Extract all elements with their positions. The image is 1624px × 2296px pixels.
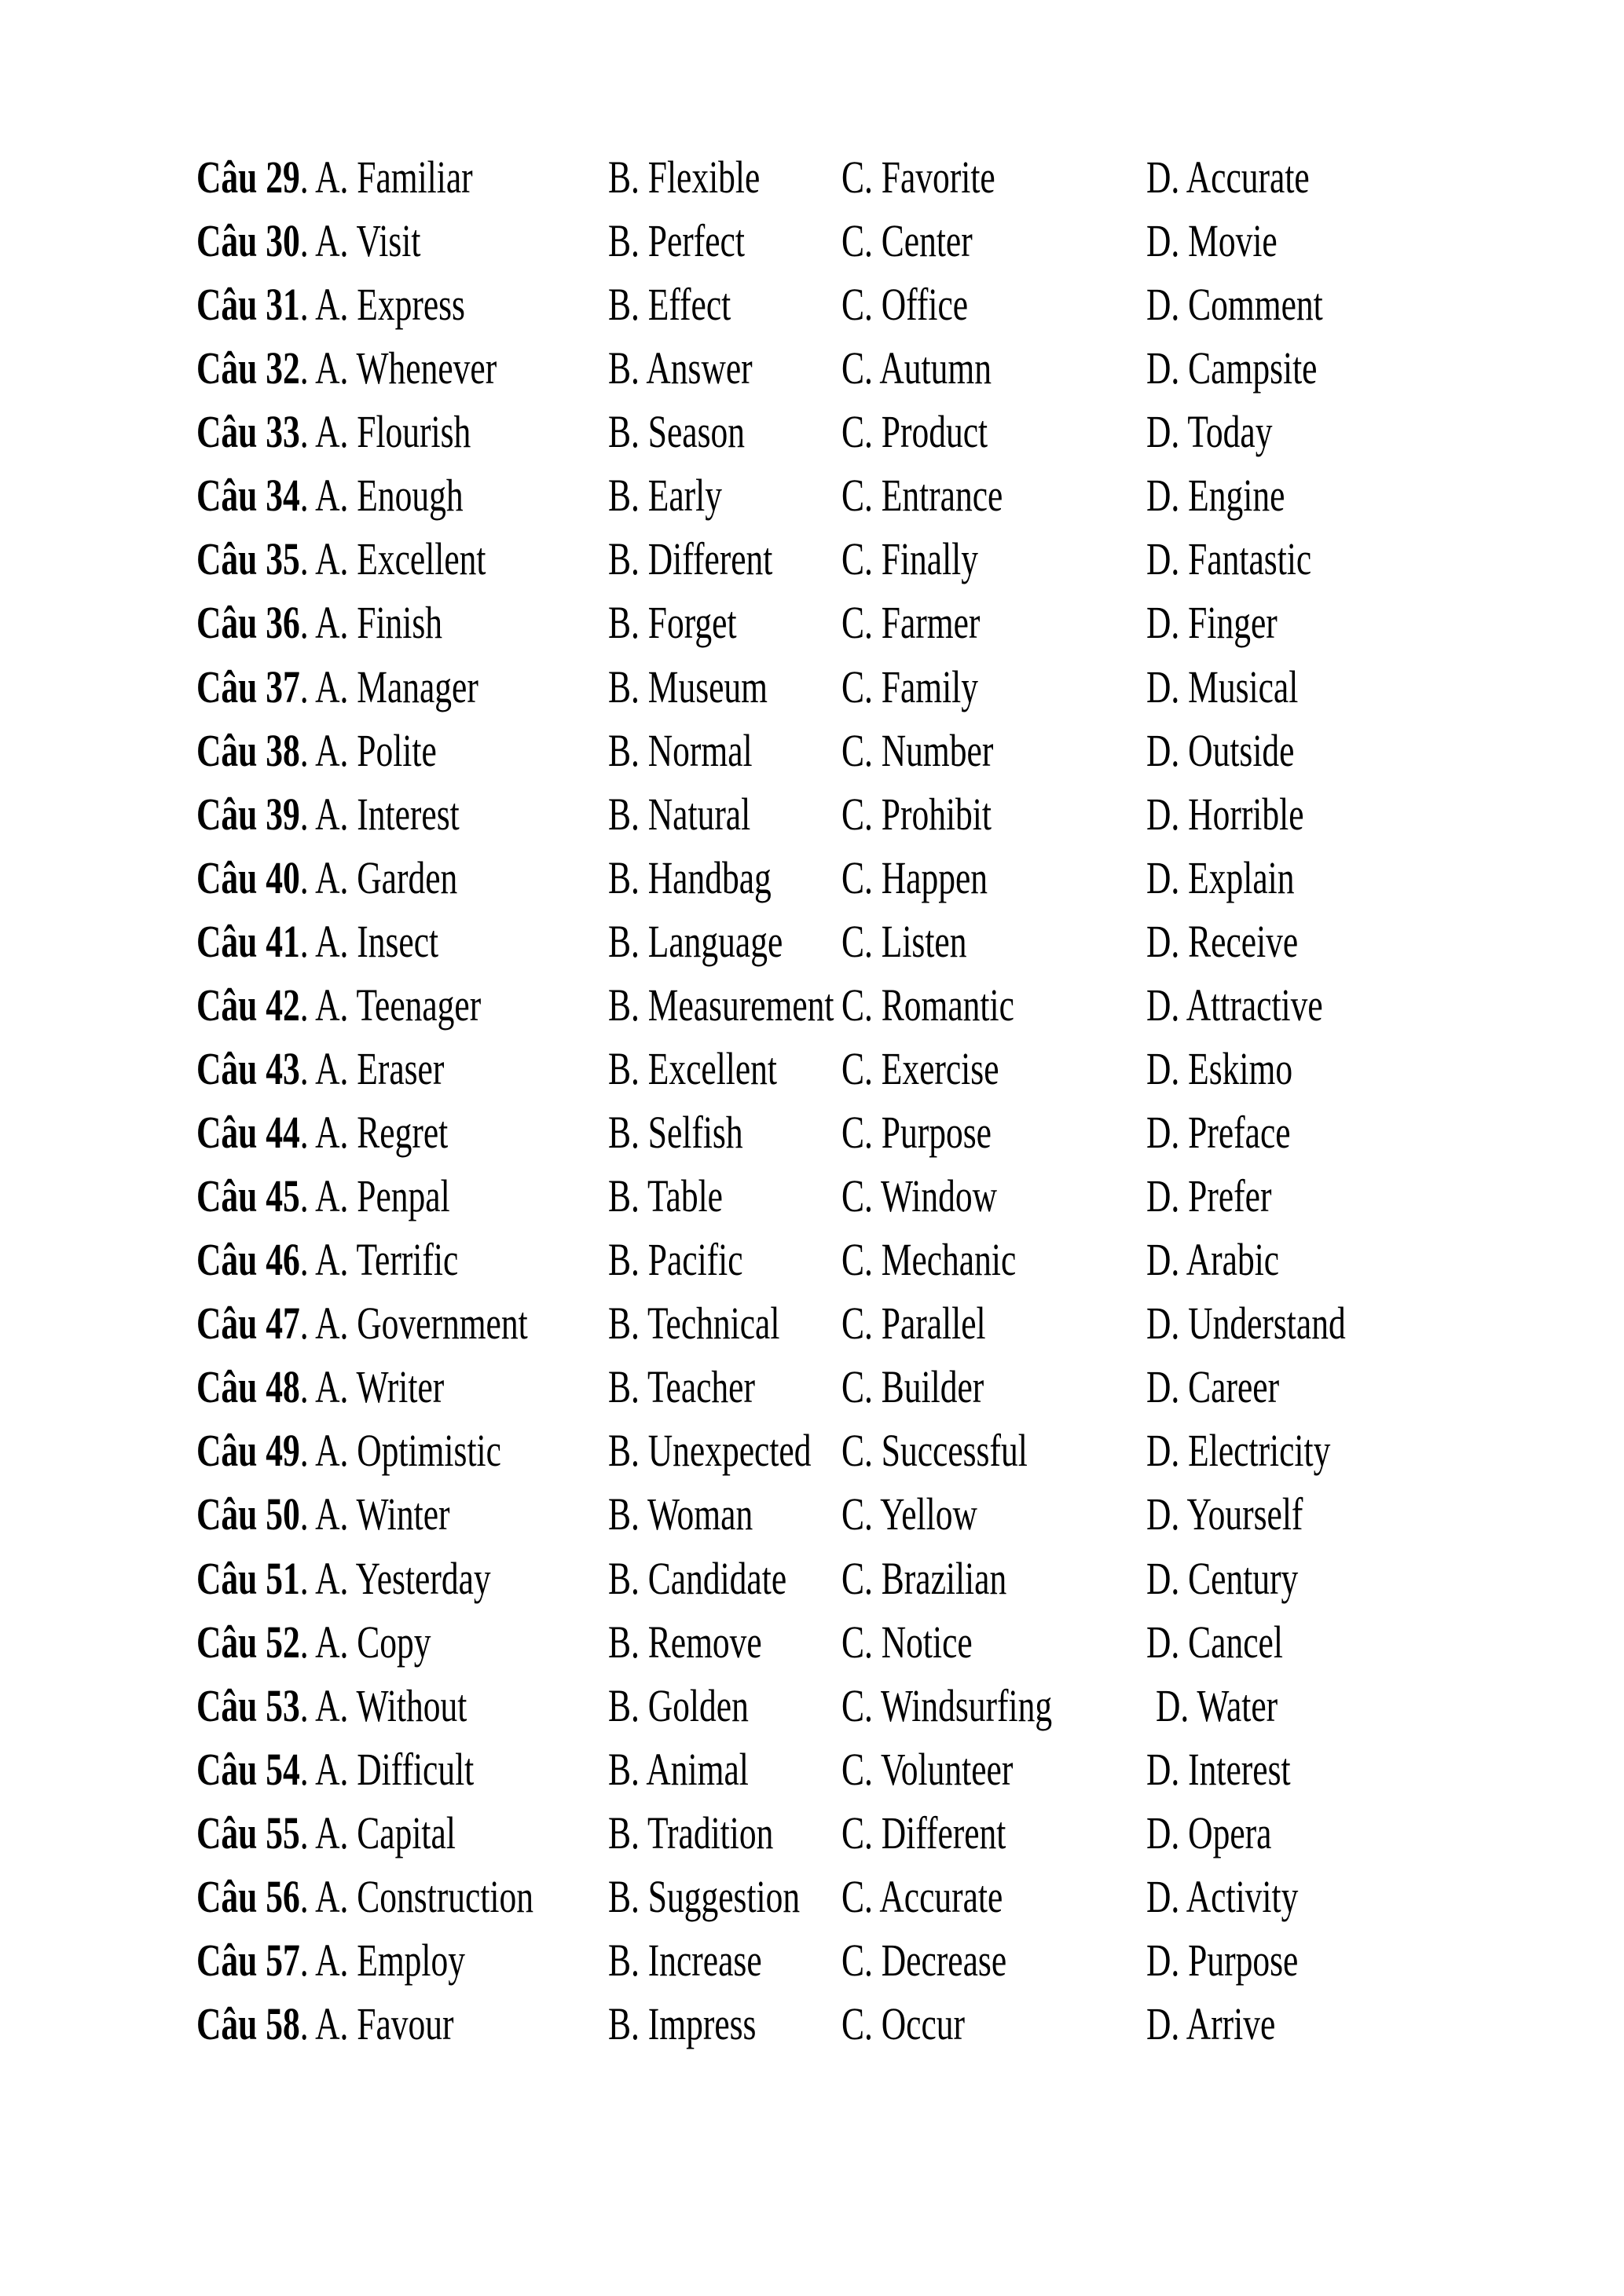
option-b: B. Normal [608, 724, 753, 776]
option-a-text: A. Winter [315, 1489, 450, 1540]
question-label: Câu 32 [196, 342, 300, 394]
question-label: Câu 44 [196, 1107, 300, 1159]
option-a [196, 1355, 444, 1419]
option-b: B. Impress [608, 1998, 757, 2050]
option-c: C. Number [841, 724, 994, 776]
option-b: B. Golden [608, 1679, 749, 1731]
option-a [196, 400, 471, 463]
option-a [196, 910, 438, 973]
option-c: C. Accurate [841, 1870, 1003, 1922]
separator: . [299, 1170, 316, 1222]
option-b: B. Selfish [608, 1107, 743, 1159]
separator: . [299, 406, 316, 458]
option-a-text: A. Enough [315, 470, 464, 522]
question-row [0, 336, 1624, 400]
question-label: Câu 58 [196, 1998, 300, 2050]
option-a [196, 1992, 454, 2056]
question-row [0, 1164, 1624, 1228]
option-c: C. Center [841, 215, 973, 267]
option-a [196, 1482, 450, 1546]
question-label: Câu 51 [196, 1552, 300, 1604]
option-a-text: A. Regret [315, 1107, 449, 1159]
option-b: B. Woman [608, 1489, 753, 1540]
option-c: C. Finally [841, 533, 979, 585]
option-d: D. Explain [1146, 851, 1295, 903]
option-a [196, 1801, 456, 1865]
option-d: D. Campsite [1146, 342, 1318, 394]
option-d: D. Outside [1146, 724, 1295, 776]
option-d: D. Water [1156, 1679, 1278, 1731]
question-row [0, 1037, 1624, 1100]
separator: . [299, 1743, 316, 1795]
option-d: D. Horrible [1146, 788, 1304, 840]
option-d: D. Fantastic [1146, 533, 1312, 585]
option-a [196, 145, 473, 209]
option-b: B. Increase [608, 1934, 762, 1986]
option-d: D. Engine [1146, 470, 1285, 522]
option-a-text: A. Favour [315, 1998, 454, 2050]
option-a [196, 1037, 444, 1100]
option-a [196, 1228, 458, 1291]
option-a-text: A. Without [315, 1679, 467, 1731]
separator: . [299, 1425, 316, 1477]
separator: . [299, 979, 316, 1031]
option-d: D. Arabic [1146, 1234, 1280, 1286]
option-c: C. Builder [841, 1361, 984, 1413]
option-a-text: A. Terrific [315, 1234, 459, 1286]
option-d: D. Yourself [1146, 1489, 1303, 1540]
question-row [0, 973, 1624, 1037]
option-a [196, 591, 442, 654]
option-a-text: A. Flourish [315, 406, 471, 458]
question-row [0, 1482, 1624, 1546]
question-label: Câu 30 [196, 215, 300, 267]
question-row [0, 1992, 1624, 2056]
option-b: B. Candidate [608, 1552, 787, 1604]
option-c: C. Entrance [841, 470, 1003, 522]
question-row [0, 591, 1624, 654]
option-a-text: A. Manager [315, 661, 478, 712]
separator: . [299, 1998, 316, 2050]
question-label: Câu 48 [196, 1361, 300, 1413]
separator: . [299, 1489, 316, 1540]
separator: . [299, 851, 316, 903]
option-d: D. Understand [1146, 1298, 1346, 1349]
question-row [0, 1674, 1624, 1738]
option-d: D. Eskimo [1146, 1042, 1293, 1094]
option-a-text: A. Optimistic [315, 1425, 501, 1477]
option-b: B. Excellent [608, 1042, 778, 1094]
option-c: C. Happen [841, 851, 988, 903]
option-b: B. Answer [608, 342, 753, 394]
option-a [196, 1928, 465, 1992]
option-b: B. Early [608, 470, 722, 522]
question-label: Câu 52 [196, 1616, 300, 1668]
option-d: D. Prefer [1146, 1170, 1272, 1222]
option-b: B. Handbag [608, 851, 772, 903]
question-label: Câu 33 [196, 406, 300, 458]
option-d: D. Purpose [1146, 1934, 1299, 1986]
separator: . [299, 1042, 316, 1094]
option-a-text: A. Writer [315, 1361, 445, 1413]
option-d: D. Today [1146, 406, 1273, 458]
option-d: D. Comment [1146, 279, 1323, 331]
option-a [196, 846, 457, 910]
option-d: D. Receive [1146, 915, 1299, 967]
question-row [0, 1355, 1624, 1419]
question-row [0, 655, 1624, 719]
separator: . [299, 788, 316, 840]
option-a-text: A. Whenever [315, 342, 497, 394]
option-a [196, 209, 420, 273]
option-a [196, 1674, 467, 1738]
option-b: B. Flexible [608, 152, 761, 203]
option-b: B. Pacific [608, 1234, 743, 1286]
option-a [196, 336, 497, 400]
separator: . [299, 1807, 316, 1858]
option-c: C. Different [841, 1807, 1006, 1858]
separator: . [299, 661, 316, 712]
separator: . [299, 1870, 316, 1922]
question-row [0, 1228, 1624, 1291]
option-a [196, 1738, 474, 1801]
separator: . [299, 470, 316, 522]
option-b: B. Unexpected [608, 1425, 812, 1477]
question-label: Câu 57 [196, 1934, 300, 1986]
question-row [0, 719, 1624, 782]
option-c: C. Notice [841, 1616, 973, 1668]
option-c: C. Occur [841, 1998, 966, 2050]
option-d: D. Opera [1146, 1807, 1272, 1858]
question-row [0, 527, 1624, 591]
question-label: Câu 56 [196, 1870, 300, 1922]
question-row [0, 1100, 1624, 1164]
option-a-text: A. Construction [315, 1870, 534, 1922]
question-label: Câu 38 [196, 724, 300, 776]
option-b: B. Remove [608, 1616, 762, 1668]
option-a [196, 1610, 431, 1674]
option-a-text: A. Difficult [315, 1743, 475, 1795]
question-label: Câu 41 [196, 915, 300, 967]
option-c: C. Prohibit [841, 788, 992, 840]
option-a-text: A. Eraser [315, 1042, 445, 1094]
question-row [0, 910, 1624, 973]
option-b: B. Teacher [608, 1361, 755, 1413]
option-a-text: A. Employ [315, 1934, 466, 1986]
question-label: Câu 29 [196, 152, 300, 203]
question-label: Câu 31 [196, 279, 300, 331]
option-a-text: A. Finish [315, 597, 443, 649]
question-label: Câu 50 [196, 1489, 300, 1540]
question-row [0, 1547, 1624, 1610]
separator: . [299, 1679, 316, 1731]
option-b: B. Language [608, 915, 783, 967]
question-label: Câu 45 [196, 1170, 300, 1222]
option-d: D. Electricity [1146, 1425, 1331, 1477]
option-a-text: A. Government [315, 1298, 528, 1349]
option-b: B. Natural [608, 788, 751, 840]
option-a-text: A. Familiar [315, 152, 473, 203]
option-a-text: A. Penpal [315, 1170, 450, 1222]
question-label: Câu 49 [196, 1425, 300, 1477]
question-row [0, 1865, 1624, 1928]
option-c: C. Successful [841, 1425, 1028, 1477]
option-b: B. Different [608, 533, 773, 585]
question-row [0, 1610, 1624, 1674]
option-b: B. Suggestion [608, 1870, 801, 1922]
question-label: Câu 34 [196, 470, 300, 522]
option-a-text: A. Teenager [315, 979, 482, 1031]
separator: . [299, 1361, 316, 1413]
option-b: B. Season [608, 406, 745, 458]
question-label: Câu 42 [196, 979, 300, 1031]
option-c: C. Farmer [841, 597, 981, 649]
option-a [196, 463, 464, 527]
option-a [196, 973, 481, 1037]
option-a-text: A. Excellent [315, 533, 486, 585]
option-b: B. Tradition [608, 1807, 774, 1858]
option-b: B. Measurement [608, 979, 834, 1031]
option-c: C. Purpose [841, 1107, 992, 1159]
option-a-text: A. Yesterday [315, 1552, 491, 1604]
separator: . [299, 1934, 316, 1986]
question-row [0, 1801, 1624, 1865]
option-d: D. Activity [1146, 1870, 1299, 1922]
option-c: C. Autumn [841, 342, 992, 394]
question-label: Câu 54 [196, 1743, 300, 1795]
question-row [0, 1419, 1624, 1482]
question-label: Câu 36 [196, 597, 300, 649]
question-row [0, 782, 1624, 846]
option-c: C. Mechanic [841, 1234, 1017, 1286]
option-a [196, 1100, 448, 1164]
question-row [0, 400, 1624, 463]
option-c: C. Decrease [841, 1934, 1007, 1986]
option-c: C. Window [841, 1170, 998, 1222]
question-label: Câu 46 [196, 1234, 300, 1286]
option-d: D. Movie [1146, 215, 1278, 267]
option-d: D. Musical [1146, 661, 1299, 712]
separator: . [299, 724, 316, 776]
option-d: D. Accurate [1146, 152, 1310, 203]
separator: . [299, 279, 316, 331]
separator: . [299, 533, 316, 585]
option-d: D. Finger [1146, 597, 1278, 649]
question-row [0, 463, 1624, 527]
option-a [196, 719, 437, 782]
option-c: C. Family [841, 661, 979, 712]
option-b: B. Technical [608, 1298, 780, 1349]
option-d: D. Attractive [1146, 979, 1323, 1031]
option-a-text: A. Interest [315, 788, 460, 840]
question-row [0, 1928, 1624, 1992]
separator: . [299, 1107, 316, 1159]
separator: . [299, 342, 316, 394]
separator: . [299, 1616, 316, 1668]
option-a [196, 1865, 533, 1928]
separator: . [299, 915, 316, 967]
option-d: D. Career [1146, 1361, 1280, 1413]
option-c: C. Office [841, 279, 969, 331]
option-c: C. Brazilian [841, 1552, 1007, 1604]
option-a-text: A. Visit [315, 215, 421, 267]
option-a-text: A. Express [315, 279, 465, 331]
option-a [196, 782, 460, 846]
option-a [196, 655, 478, 719]
option-b: B. Forget [608, 597, 737, 649]
question-label: Câu 43 [196, 1042, 300, 1094]
separator: . [299, 215, 316, 267]
option-c: C. Product [841, 406, 988, 458]
option-d: D. Cancel [1146, 1616, 1283, 1668]
question-row [0, 209, 1624, 273]
option-b: B. Animal [608, 1743, 749, 1795]
question-label: Câu 39 [196, 788, 300, 840]
option-c: C. Romantic [841, 979, 1014, 1031]
option-c: C. Listen [841, 915, 967, 967]
question-label: Câu 37 [196, 661, 300, 712]
option-a [196, 273, 465, 336]
option-a-text: A. Copy [315, 1616, 431, 1668]
separator: . [299, 152, 316, 203]
separator: . [299, 1234, 316, 1286]
option-b: B. Effect [608, 279, 731, 331]
question-row [0, 1738, 1624, 1801]
question-row [0, 846, 1624, 910]
option-d: D. Preface [1146, 1107, 1291, 1159]
option-a [196, 527, 486, 591]
option-b: B. Museum [608, 661, 768, 712]
separator: . [299, 1298, 316, 1349]
option-d: D. Arrive [1146, 1998, 1276, 2050]
option-b: B. Table [608, 1170, 723, 1222]
question-label: Câu 40 [196, 851, 300, 903]
question-label: Câu 35 [196, 533, 300, 585]
option-a-text: A. Capital [315, 1807, 456, 1858]
question-label: Câu 53 [196, 1679, 300, 1731]
option-d: D. Interest [1146, 1743, 1291, 1795]
option-c: C. Favorite [841, 152, 995, 203]
question-row [0, 1291, 1624, 1355]
option-a-text: A. Garden [315, 851, 458, 903]
separator: . [299, 597, 316, 649]
option-a [196, 1291, 528, 1355]
option-c: C. Yellow [841, 1489, 977, 1540]
option-b: B. Perfect [608, 215, 745, 267]
question-row [0, 273, 1624, 336]
question-row [0, 145, 1624, 209]
question-label: Câu 47 [196, 1298, 300, 1349]
question-label: Câu 55 [196, 1807, 300, 1858]
option-d: D. Century [1146, 1552, 1299, 1604]
option-a-text: A. Insect [315, 915, 439, 967]
separator: . [299, 1552, 316, 1604]
option-c: C. Parallel [841, 1298, 986, 1349]
option-a [196, 1419, 501, 1482]
option-a [196, 1547, 491, 1610]
option-c: C. Volunteer [841, 1743, 1014, 1795]
option-c: C. Windsurfing [841, 1679, 1053, 1731]
option-c: C. Exercise [841, 1042, 999, 1094]
option-a [196, 1164, 450, 1228]
option-a-text: A. Polite [315, 724, 437, 776]
